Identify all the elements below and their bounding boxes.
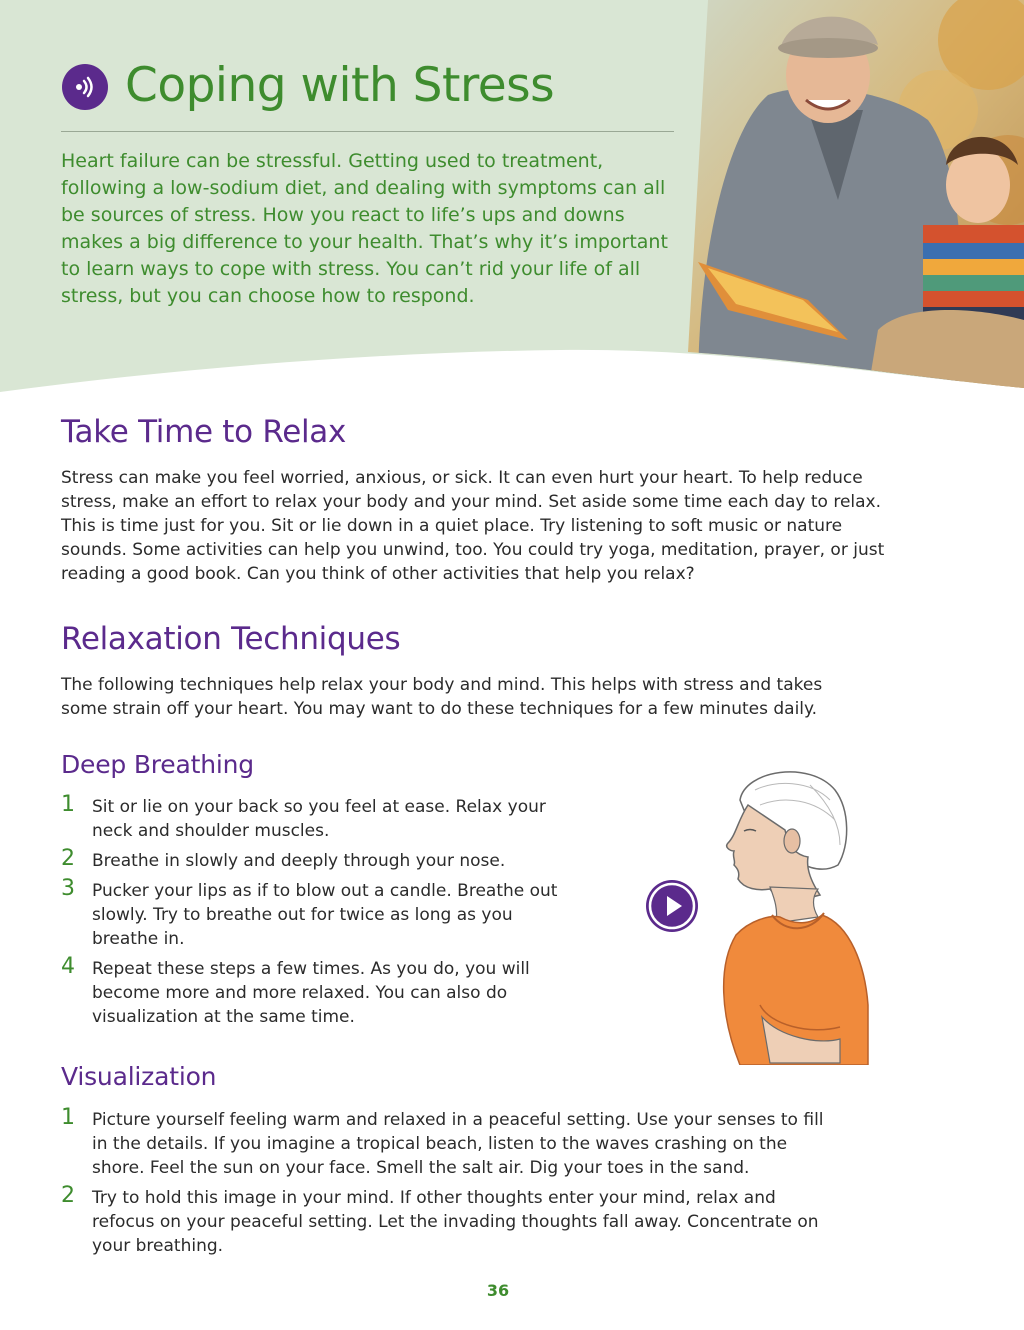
step-number: 4 — [61, 954, 75, 979]
grandfather-reading-with-child-photo — [688, 0, 1024, 390]
woman-breathing-illustration — [700, 765, 870, 1065]
techniques-paragraph: The following techniques help relax your body and mind. This helps with stress and takes some strain off your heart. You may want to do these techniques for a few minutes daily. — [61, 675, 823, 719]
list-item — [61, 792, 571, 843]
step-number: 3 — [61, 876, 75, 901]
visualization-heading: Visualization — [61, 1062, 217, 1091]
page-number: 36 — [486, 1281, 510, 1300]
list-item — [61, 1183, 831, 1258]
step-text: Pucker your lips as if to blow out a candle. Breathe out slowly. Try to breathe out for twice as long as you breathe in. — [92, 881, 558, 949]
deep-breathing-steps — [61, 792, 571, 1035]
intro-paragraph: Heart failure can be stressful. Getting used to treatment, following a low-sodium diet, and dealing with symptoms can all be sources of stress. How you react to life’s ups and downs makes a big difference to your health. That’s why it’s important to learn ways to cope with stress. You can’t rid your life of all stress, but you can choose how to respond. — [61, 150, 668, 307]
relax-heading: Take Time to Relax — [61, 414, 347, 450]
step-number: 1 — [61, 1105, 75, 1130]
step-text: Picture yourself feeling warm and relaxed in a peaceful setting. Use your senses to fill in the details. If you imagine a tropical beach, listen to the waves crashing on the shore. Feel the sun on your face. Smell the salt air. Dig your toes in the sand. — [92, 1110, 824, 1178]
list-item — [61, 954, 571, 1029]
step-text: Breathe in slowly and deeply through your nose. — [92, 851, 506, 871]
title-divider — [61, 131, 674, 132]
list-item — [61, 846, 571, 873]
list-item — [61, 876, 571, 951]
play-icon — [646, 880, 698, 932]
step-text: Sit or lie on your back so you feel at ease. Relax your neck and shoulder muscles. — [92, 797, 546, 841]
step-number: 2 — [61, 1183, 75, 1208]
relax-paragraph: Stress can make you feel worried, anxious, or sick. It can even hurt your heart. To help reduce stress, make an effort to relax your body and your mind. Set aside some time each day to relax. This is time just for you. Sit or lie down in a quiet place. Try listening to soft music or nature sounds. Some activities can help you unwind, too. You could try yoga, meditation, prayer, or just reading a good book. Can you think of other activities that help you relax? — [61, 468, 885, 584]
step-number: 1 — [61, 792, 75, 817]
visualization-steps — [61, 1105, 831, 1264]
play-video-button[interactable] — [646, 880, 698, 932]
step-number: 2 — [61, 846, 75, 871]
audio-speaker-icon[interactable] — [62, 64, 108, 110]
step-text: Repeat these steps a few times. As you do, you will become more and more relaxed. You can also do visualization at the same time. — [92, 959, 530, 1027]
list-item — [61, 1105, 831, 1180]
step-text: Try to hold this image in your mind. If other thoughts enter your mind, relax and refocus on your peaceful setting. Let the invading thoughts fall away. Concentrate on your breathing. — [92, 1188, 819, 1256]
techniques-heading: Relaxation Techniques — [61, 621, 401, 657]
deep-breathing-heading: Deep Breathing — [61, 750, 254, 779]
page-title: Coping with Stress — [125, 58, 555, 113]
